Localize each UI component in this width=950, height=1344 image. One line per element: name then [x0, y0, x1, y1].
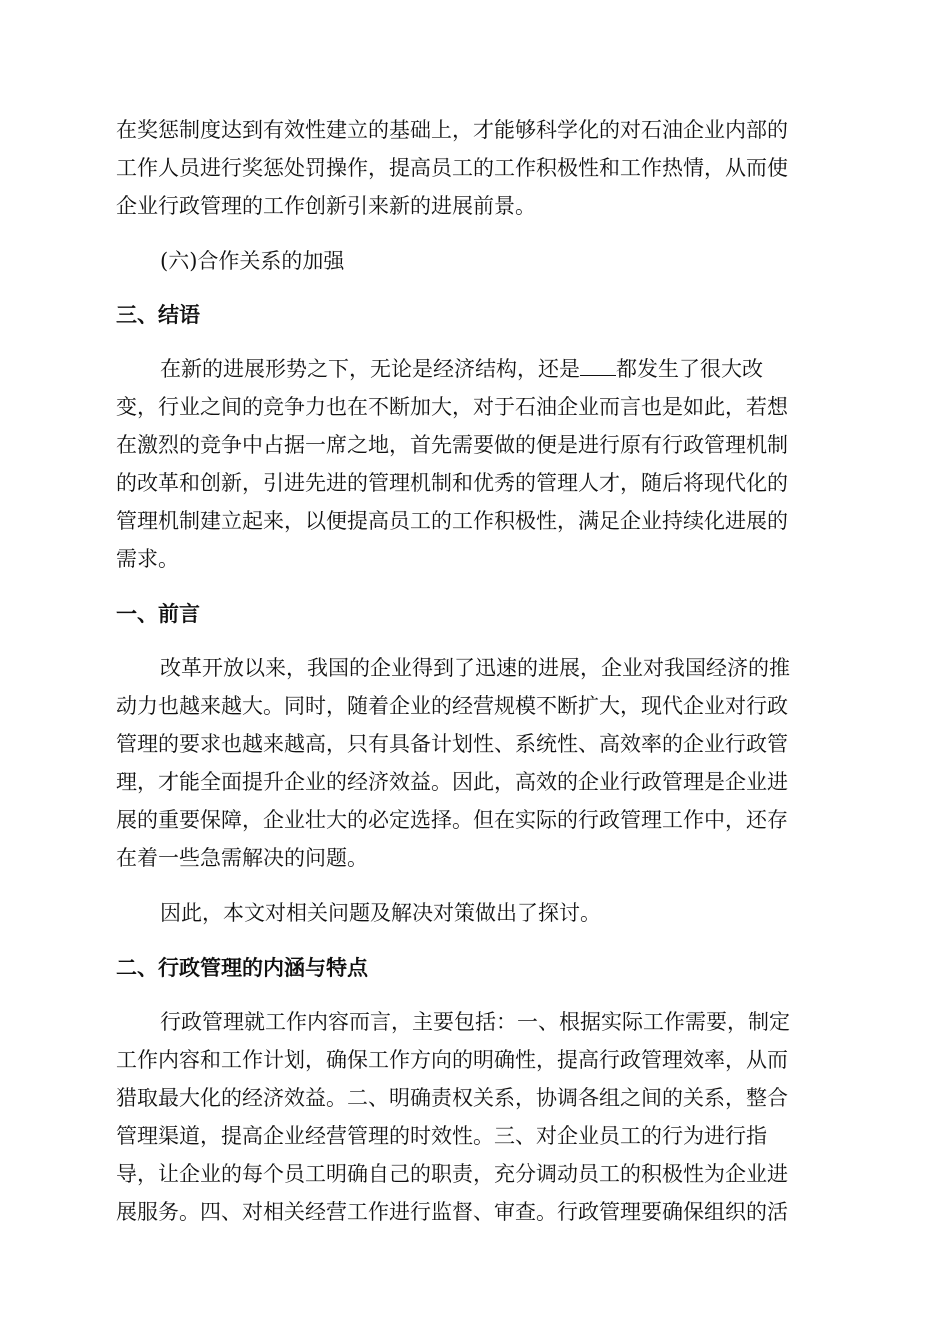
paragraph-line: 管理的要求也越来越高，只有具备计划性、系统性、高效率的企业行政管 [116, 732, 788, 756]
heading-preface: 一、前言 [116, 602, 200, 626]
paragraph-line: 管理机制建立起来，以便提高员工的工作积极性，满足企业持续化进展的 [116, 509, 788, 533]
paragraph-line: 的改革和创新，引进先进的管理机制和优秀的管理人才，随后将现代化的 [116, 471, 788, 495]
paragraph-line [160, 355, 763, 383]
paragraph-line: 工作人员进行奖惩处罚操作，提高员工的工作积极性和工作热情，从而使 [116, 156, 788, 180]
paragraph-line: 行政管理就工作内容而言，主要包括：一、根据实际工作需要，制定 [160, 1010, 790, 1034]
paragraph-line: 导，让企业的每个员工明确自己的职责，充分调动员工的积极性为企业进 [116, 1162, 788, 1186]
paragraph-text: 在新的进展形势之下，无论是经济结构，还是 [160, 357, 580, 381]
paragraph-line: 管理渠道，提高企业经营管理的时效性。三、对企业员工的行为进行指 [116, 1124, 767, 1148]
paragraph-text: 都发生了很大改 [616, 357, 763, 381]
paragraph-line: 企业行政管理的工作创新引来新的进展前景。 [116, 194, 536, 218]
paragraph-line: 改革开放以来，我国的企业得到了迅速的进展，企业对我国经济的推 [160, 656, 790, 680]
paragraph-line: 因此，本文对相关问题及解决对策做出了探讨。 [160, 901, 601, 925]
paragraph-line: 工作内容和工作计划，确保工作方向的明确性，提高行政管理效率，从而 [116, 1048, 788, 1072]
heading-admin-management: 二、行政管理的内涵与特点 [116, 956, 368, 980]
paragraph-line: 动力也越来越大。同时，随着企业的经营规模不断扩大，现代企业对行政 [116, 694, 788, 718]
paragraph-line: 在奖惩制度达到有效性建立的基础上，才能够科学化的对石油企业内部的 [116, 118, 788, 142]
heading-conclusion: 三、结语 [116, 303, 200, 327]
subheading-6: (六)合作关系的加强 [160, 249, 345, 273]
paragraph-line: 需求。 [116, 547, 179, 571]
paragraph-line: 在着一些急需解决的问题。 [116, 846, 368, 870]
paragraph-line: 猎取最大化的经济效益。二、明确责权关系，协调各组之间的关系，整合 [116, 1086, 788, 1110]
paragraph-line: 理，才能全面提升企业的经济效益。因此，高效的企业行政管理是企业进 [116, 770, 788, 794]
paragraph-line: 在激烈的竞争中占据一席之地，首先需要做的便是进行原有行政管理机制 [116, 433, 788, 457]
fill-blank [580, 357, 616, 376]
paragraph-line: 展的重要保障，企业壮大的必定选择。但在实际的行政管理工作中，还存 [116, 808, 788, 832]
paragraph-line: 展服务。四、对相关经营工作进行监督、审查。行政管理要确保组织的活 [116, 1200, 788, 1224]
paragraph-line: 变，行业之间的竞争力也在不断加大，对于石油企业而言也是如此，若想 [116, 395, 788, 419]
